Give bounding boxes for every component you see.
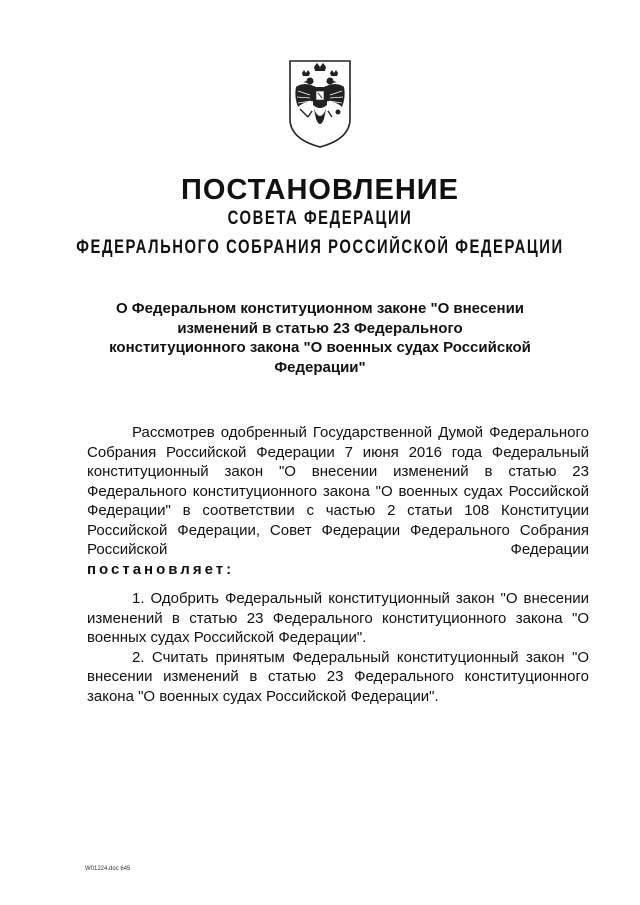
resolution-item: 2. Считать принятым Федеральный конституционный закон "О внесении изменений в статью 23 Федерального конституционного закона "О военных судах Российской Федерации". [87,648,589,705]
resolution-subject: О Федеральном конституционном законе "О внесении изменений в статью 23 Федерального конституционного закона "О военных судах Российской Федерации" [109,300,531,376]
preamble-block [87,423,589,579]
document-reference: W01224.doc 645 [85,866,131,872]
resolution-items [87,589,589,706]
resolves-label-row [87,560,589,580]
preamble-paragraph: Рассмотрев одобренный Государственной Думой Федерального Собрания Российской Федерации 7 июня 2016 года Федеральный конституционный закон "О внесении изменений в статью 23 Федерального конституционного закона "О военных судах Российской Федерации" в соответствии с частью 2 статьи 108 Конституции Российской Федерации, Совет Федерации Федерального Собрания Российской Федерации [87,424,589,558]
coat-of-arms-emblem-icon [286,57,354,149]
resolves-label: постановляет: [87,560,235,578]
issuer-line-2: ФЕДЕРАЛЬНОГО СОБРАНИЯ РОССИЙСКОЙ ФЕДЕРАЦИИ [76,237,564,258]
issuer-line-1: СОВЕТА ФЕДЕРАЦИИ [227,208,413,229]
resolution-item: 1. Одобрить Федеральный конституционный закон "О внесении изменений в статью 23 Федерального конституционного закона "О военных судах Российской Федерации". [87,590,589,646]
document-title: ПОСТАНОВЛЕНИЕ [181,174,459,206]
